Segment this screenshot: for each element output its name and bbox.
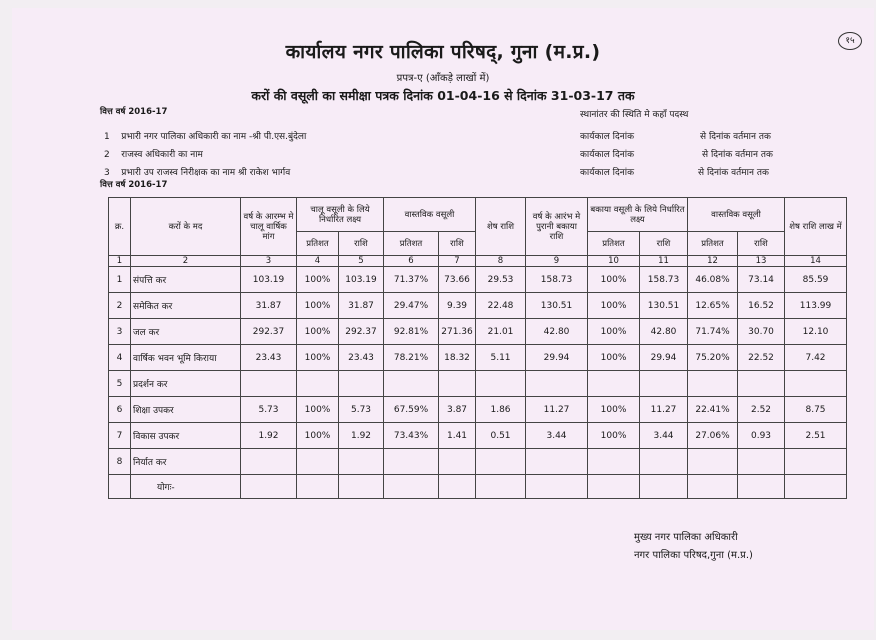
cell-c5: 23.43 — [339, 345, 384, 371]
tax-head-name: शिक्षा उपकर — [131, 397, 241, 423]
row-number: 6 — [109, 397, 131, 423]
cell-c8: 1.86 — [476, 397, 526, 423]
tax-head-name: जल कर — [131, 319, 241, 345]
cell-c9: 42.80 — [526, 319, 588, 345]
header-tax-head: करों के मद — [131, 198, 241, 256]
cell-c7: 9.39 — [439, 293, 476, 319]
column-number: 11 — [640, 256, 688, 267]
cell-c10: 100% — [588, 423, 640, 449]
table-row — [109, 267, 847, 293]
officer-text: प्रभारी उप राजस्व निरीक्षक का नाम श्री राकेश भार्गव — [121, 168, 291, 178]
subheader-amount: राशि — [339, 232, 384, 256]
header-actual-recovery: वास्तविक वसूली — [384, 198, 476, 232]
cell-c12: 12.65% — [688, 293, 738, 319]
column-number: 7 — [439, 256, 476, 267]
cell-c8 — [476, 371, 526, 397]
cell-c8: 5.11 — [476, 345, 526, 371]
tax-head-name: प्रदर्शन कर — [131, 371, 241, 397]
cell-c8: 29.53 — [476, 267, 526, 293]
cell-c4: 100% — [297, 293, 339, 319]
cell-c3 — [241, 449, 297, 475]
tax-head-name: वार्षिक भवन भूमि किराया — [131, 345, 241, 371]
cell-c6: 67.59% — [384, 397, 439, 423]
cell-c6: 73.43% — [384, 423, 439, 449]
cell-c13: 73.14 — [738, 267, 785, 293]
cell-c14: 12.10 — [785, 319, 847, 345]
tenure-label: कार्यकाल दिनांक — [580, 150, 635, 160]
transfer-note: स्थानांतर की स्थिति मे कहाँ पदस्थ — [580, 110, 689, 120]
cell-c5: 5.73 — [339, 397, 384, 423]
cell-c13 — [738, 371, 785, 397]
column-number: 9 — [526, 256, 588, 267]
header-annual-demand: वर्ष के आरम्भ मे चालू वार्षिक मांग — [241, 198, 297, 256]
cell-c7 — [439, 371, 476, 397]
cell-c14 — [785, 371, 847, 397]
cell-c9: 29.94 — [526, 345, 588, 371]
report-heading: करों की वसूली का समीक्षा पत्रक दिनांक 01-04-16 से दिनांक 31-03-17 तक — [251, 88, 635, 103]
cell-c10: 100% — [588, 319, 640, 345]
page-number-stamp: १५ — [838, 32, 862, 50]
cell-c11: 11.27 — [640, 397, 688, 423]
cell-c11: 3.44 — [640, 423, 688, 449]
cell-c14: 113.99 — [785, 293, 847, 319]
office-title: कार्यालय नगर पालिका परिषद्, गुना (म.प्र.) — [285, 41, 601, 63]
officer-line-3 — [104, 165, 290, 178]
cell-c10: 100% — [588, 397, 640, 423]
cell-c11 — [640, 371, 688, 397]
total-row — [109, 475, 847, 499]
cell-c4: 100% — [297, 345, 339, 371]
header-sr: क्र. — [109, 198, 131, 256]
cell-c4: 100% — [297, 267, 339, 293]
tax-recovery-table — [108, 197, 847, 499]
cell-c8: 21.01 — [476, 319, 526, 345]
cell-c4: 100% — [297, 319, 339, 345]
total-label: योगः- — [131, 475, 241, 499]
cell-c8 — [476, 449, 526, 475]
cell-c5 — [339, 371, 384, 397]
cell-c8: 0.51 — [476, 423, 526, 449]
column-number: 10 — [588, 256, 640, 267]
cell-c3: 1.92 — [241, 423, 297, 449]
cell-c7: 271.36 — [439, 319, 476, 345]
form-subtitle: प्रपत्र-ए (आँकड़े लाखों में) — [396, 73, 490, 84]
cell-c13 — [738, 449, 785, 475]
row-number: 5 — [109, 371, 131, 397]
subheader-percent: प्रतिशत — [688, 232, 738, 256]
officer-no: 1 — [104, 132, 110, 142]
cell-c12 — [688, 449, 738, 475]
cell-c3: 31.87 — [241, 293, 297, 319]
cell-c7: 1.41 — [439, 423, 476, 449]
tax-head-name: संपत्ति कर — [131, 267, 241, 293]
tenure-label: कार्यकाल दिनांक — [580, 168, 635, 178]
subheader-amount: राशि — [738, 232, 785, 256]
officer-no: 3 — [104, 168, 110, 178]
row-number: 7 — [109, 423, 131, 449]
cell-c13: 30.70 — [738, 319, 785, 345]
cell-c5: 31.87 — [339, 293, 384, 319]
cell-c12: 71.74% — [688, 319, 738, 345]
cell-c9 — [526, 371, 588, 397]
cell-c11: 42.80 — [640, 319, 688, 345]
signatory-office: नगर पालिका परिषद,गुना (म.प्र.) — [634, 550, 753, 561]
subheader-amount: राशि — [439, 232, 476, 256]
column-number: 14 — [785, 256, 847, 267]
tenure-label: कार्यकाल दिनांक — [580, 132, 635, 142]
row-number: 2 — [109, 293, 131, 319]
cell-c9: 130.51 — [526, 293, 588, 319]
cell-c3: 5.73 — [241, 397, 297, 423]
header-old-arrears: वर्ष के आरंभ मे पुरानी बकाया राशि — [526, 198, 588, 256]
cell-c11 — [640, 449, 688, 475]
column-number: 3 — [241, 256, 297, 267]
subheader-percent: प्रतिशत — [588, 232, 640, 256]
cell-c9: 158.73 — [526, 267, 588, 293]
cell-c7: 73.66 — [439, 267, 476, 293]
row-number: 1 — [109, 267, 131, 293]
fiscal-year-label: वित्त वर्ष 2016-17 — [100, 107, 168, 117]
tax-head-name: विकास उपकर — [131, 423, 241, 449]
header-arrears-target: बकाया वसूली के लिये निर्धारित लक्ष्य — [588, 198, 688, 232]
officer-line-2 — [104, 147, 203, 160]
cell-c14 — [785, 449, 847, 475]
subheader-amount: राशि — [640, 232, 688, 256]
tenure-value: से दिनांक वर्तमान तक — [702, 150, 773, 160]
cell-c3: 23.43 — [241, 345, 297, 371]
header-actual-recovery-2: वास्तविक वसूली — [688, 198, 785, 232]
tenure-value: से दिनांक वर्तमान तक — [700, 132, 771, 142]
cell-c13: 16.52 — [738, 293, 785, 319]
cell-c10: 100% — [588, 345, 640, 371]
cell-c6 — [384, 449, 439, 475]
table-row — [109, 423, 847, 449]
cell-c5: 1.92 — [339, 423, 384, 449]
cell-c14: 85.59 — [785, 267, 847, 293]
cell-c12: 75.20% — [688, 345, 738, 371]
cell-c6: 29.47% — [384, 293, 439, 319]
cell-c5 — [339, 449, 384, 475]
column-number: 5 — [339, 256, 384, 267]
subheader-percent: प्रतिशत — [297, 232, 339, 256]
cell-c14: 8.75 — [785, 397, 847, 423]
table-row — [109, 319, 847, 345]
cell-c6 — [384, 371, 439, 397]
cell-c7: 3.87 — [439, 397, 476, 423]
header-balance: शेष राशि — [476, 198, 526, 256]
table-row — [109, 371, 847, 397]
officer-text: राजस्व अधिकारी का नाम — [121, 150, 203, 160]
table-row — [109, 449, 847, 475]
cell-c14: 2.51 — [785, 423, 847, 449]
cell-c13: 22.52 — [738, 345, 785, 371]
cell-c10 — [588, 449, 640, 475]
cell-c3: 103.19 — [241, 267, 297, 293]
cell-c9: 11.27 — [526, 397, 588, 423]
document-page — [12, 8, 874, 630]
row-number: 8 — [109, 449, 131, 475]
table-row — [109, 293, 847, 319]
cell-c5: 292.37 — [339, 319, 384, 345]
officer-text: प्रभारी नगर पालिका अधिकारी का नाम -श्री पी.एस.बुंदेला — [121, 132, 307, 142]
cell-c10 — [588, 371, 640, 397]
cell-c11: 158.73 — [640, 267, 688, 293]
cell-c4 — [297, 371, 339, 397]
cell-c7 — [439, 449, 476, 475]
cell-c9 — [526, 449, 588, 475]
cell-c6: 92.81% — [384, 319, 439, 345]
signatory-designation: मुख्य नगर पालिका अधिकारी — [634, 532, 738, 543]
column-number: 2 — [131, 256, 241, 267]
cell-c5: 103.19 — [339, 267, 384, 293]
cell-c4 — [297, 449, 339, 475]
officer-line-1 — [104, 129, 306, 142]
cell-c12: 22.41% — [688, 397, 738, 423]
cell-c6: 78.21% — [384, 345, 439, 371]
cell-c7: 18.32 — [439, 345, 476, 371]
column-number: 1 — [109, 256, 131, 267]
column-number: 12 — [688, 256, 738, 267]
cell-c6: 71.37% — [384, 267, 439, 293]
fiscal-year-label-2: वित्त वर्ष 2016-17 — [100, 180, 168, 190]
cell-c3: 292.37 — [241, 319, 297, 345]
tax-head-name: समेकित कर — [131, 293, 241, 319]
tax-head-name: निर्यात कर — [131, 449, 241, 475]
cell-c12: 27.06% — [688, 423, 738, 449]
cell-c13: 2.52 — [738, 397, 785, 423]
header-current-target: चालू वसूली के लिये निर्धारित लक्ष्य — [297, 198, 384, 232]
column-number: 13 — [738, 256, 785, 267]
column-number: 6 — [384, 256, 439, 267]
officer-no: 2 — [104, 150, 110, 160]
cell-c3 — [241, 371, 297, 397]
cell-c12: 46.08% — [688, 267, 738, 293]
table-row — [109, 345, 847, 371]
cell-c4: 100% — [297, 397, 339, 423]
cell-c10: 100% — [588, 267, 640, 293]
cell-c11: 29.94 — [640, 345, 688, 371]
header-balance-lakh: शेष राशि लाख में — [785, 198, 847, 256]
column-number: 4 — [297, 256, 339, 267]
cell-c11: 130.51 — [640, 293, 688, 319]
subheader-percent: प्रतिशत — [384, 232, 439, 256]
row-number: 4 — [109, 345, 131, 371]
cell-c12 — [688, 371, 738, 397]
cell-c14: 7.42 — [785, 345, 847, 371]
column-number: 8 — [476, 256, 526, 267]
cell-c10: 100% — [588, 293, 640, 319]
tenure-value: से दिनांक वर्तमान तक — [698, 168, 769, 178]
cell-c4: 100% — [297, 423, 339, 449]
column-number-row — [109, 256, 847, 267]
row-number: 3 — [109, 319, 131, 345]
table-row — [109, 397, 847, 423]
cell-c9: 3.44 — [526, 423, 588, 449]
cell-c8: 22.48 — [476, 293, 526, 319]
cell-c13: 0.93 — [738, 423, 785, 449]
